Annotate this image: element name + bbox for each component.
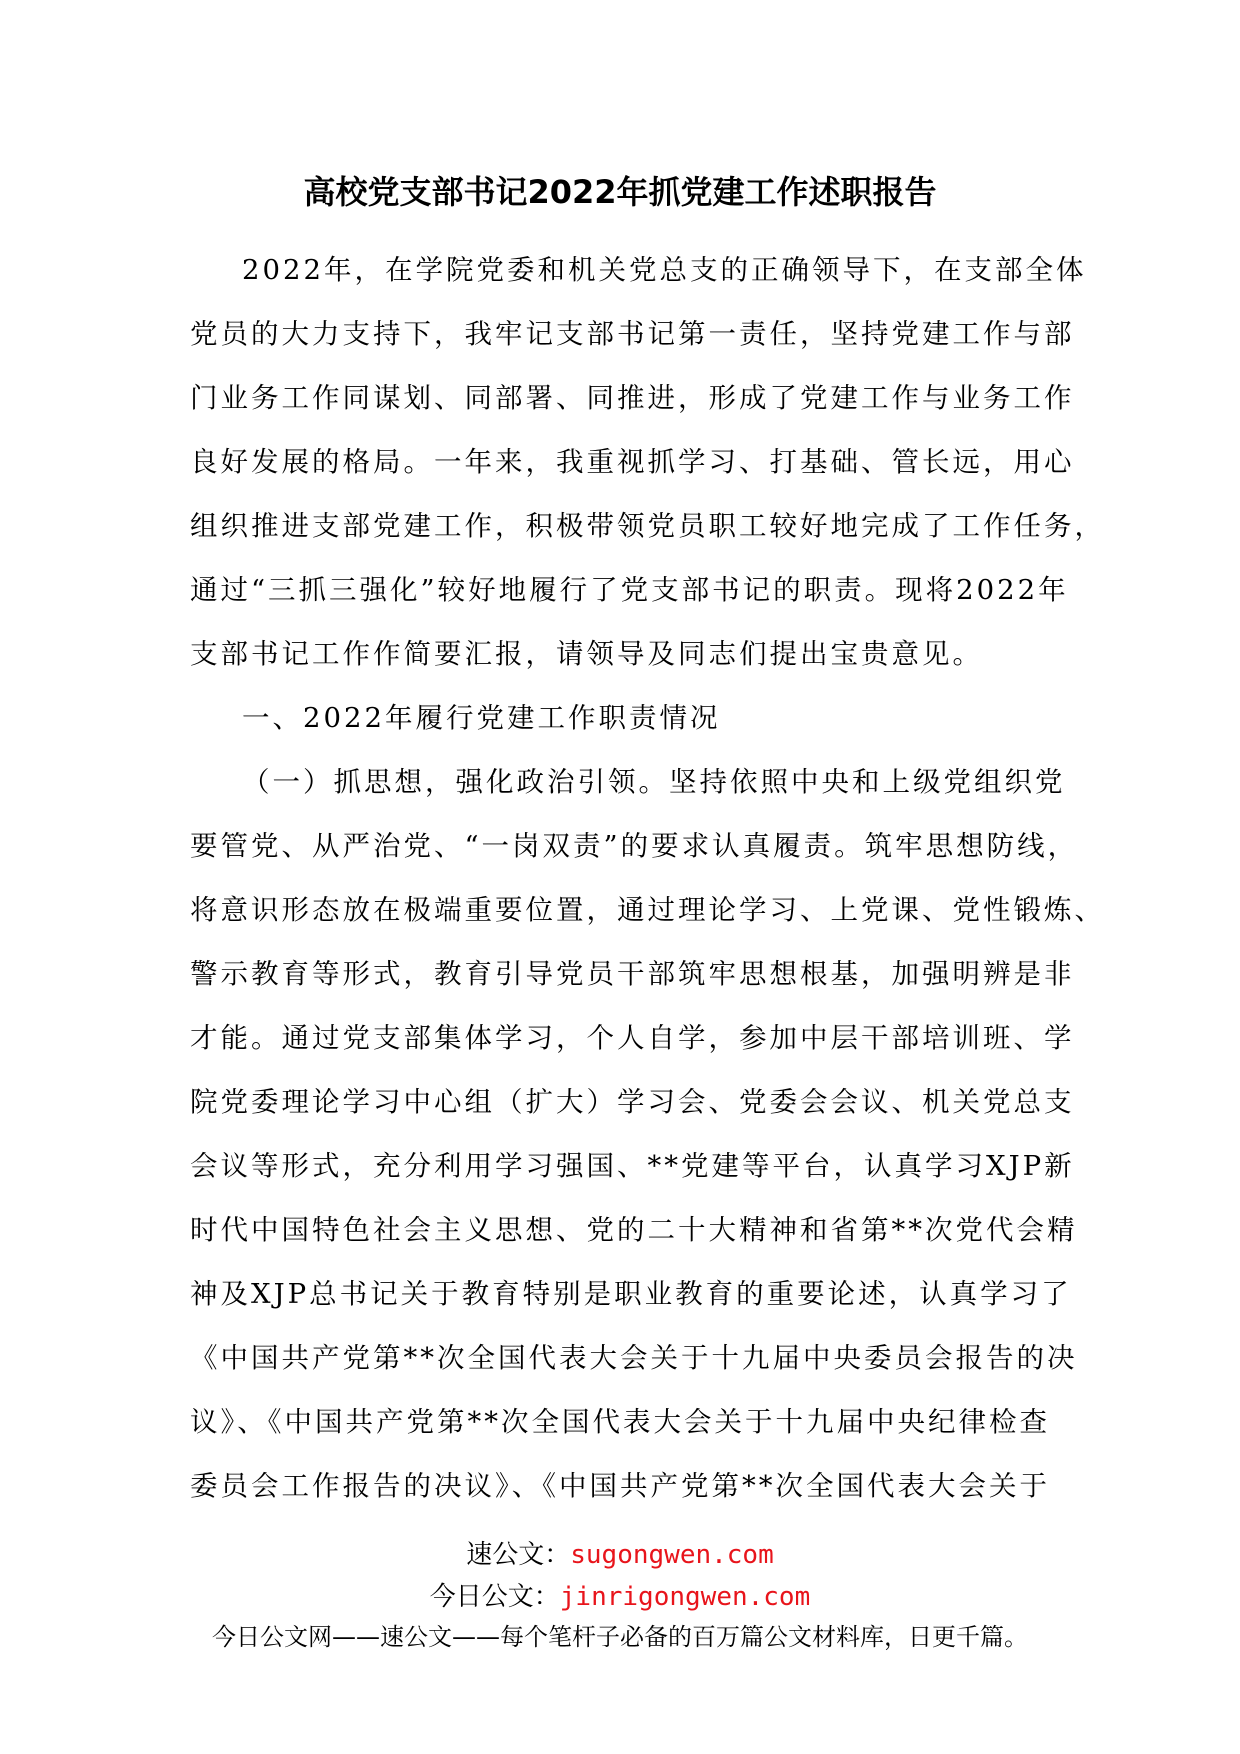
body-line: 支部书记工作作简要汇报，请领导及同志们提出宝贵意见。 <box>190 638 983 670</box>
document-body <box>190 238 1105 1518</box>
footer-sugongwen <box>0 1536 1240 1574</box>
footer-jinrigongwen-label: 今日公文： <box>429 1582 560 1612</box>
body-line: 组织推进支部党建工作，积极带领党员职工较好地完成了工作任务， <box>190 510 1105 542</box>
body-line: 通过“三抓三强化”较好地履行了党支部书记的职责。现将2022年 <box>190 574 1069 606</box>
body-line: 院党委理论学习中心组（扩大）学习会、党委会会议、机关党总支 <box>190 1086 1075 1118</box>
body-line: 《中国共产党第**次全国代表大会关于十九届中央委员会报告的决 <box>190 1342 1078 1374</box>
footer-jinrigongwen <box>0 1578 1240 1616</box>
footer-slogan: 今日公文网——速公文——每个笔杆子必备的百万篇公文材料库，日更千篇。 <box>212 1623 1028 1651</box>
body-line: 良好发展的格局。一年来，我重视抓学习、打基础、管长远，用心 <box>190 446 1075 478</box>
body-line: 议》、《中国共产党第**次全国代表大会关于十九届中央纪律检查 <box>190 1406 1050 1438</box>
body-line: 时代中国特色社会主义思想、党的二十大精神和省第**次党代会精 <box>190 1214 1078 1246</box>
body-line: 2022年，在学院党委和机关党总支的正确领导下，在支部全体 <box>242 254 1087 286</box>
body-line: 一、2022年履行党建工作职责情况 <box>242 702 721 734</box>
body-line: 神及XJP总书记关于教育特别是职业教育的重要论述，认真学习了 <box>190 1278 1072 1310</box>
body-line: 将意识形态放在极端重要位置，通过理论学习、上党课、党性锻炼、 <box>190 894 1105 926</box>
body-line: 才能。通过党支部集体学习，个人自学，参加中层干部培训班、学 <box>190 1022 1075 1054</box>
body-line: （一）抓思想，强化政治引领。坚持依照中央和上级党组织党 <box>242 766 1066 798</box>
footer-sugongwen-label: 速公文： <box>466 1540 571 1570</box>
jinrigongwen-link[interactable]: jinrigongwen.com <box>559 1582 811 1612</box>
body-line: 委员会工作报告的决议》、《中国共产党第**次全国代表大会关于 <box>190 1470 1050 1502</box>
body-line: 门业务工作同谋划、同部署、同推进，形成了党建工作与业务工作 <box>190 382 1075 414</box>
sugongwen-link[interactable]: sugongwen.com <box>570 1540 774 1570</box>
body-line: 会议等形式，充分利用学习强国、**党建等平台，认真学习XJP新 <box>190 1150 1075 1182</box>
footer-slogan-row <box>0 1620 1240 1654</box>
document-title: 高校党支部书记2022年抓党建工作述职报告 <box>303 173 937 211</box>
body-line: 党员的大力支持下，我牢记支部书记第一责任，坚持党建工作与部 <box>190 318 1075 350</box>
body-line: 警示教育等形式，教育引导党员干部筑牢思想根基，加强明辨是非 <box>190 958 1075 990</box>
body-line: 要管党、从严治党、“一岗双责”的要求认真履责。筑牢思想防线， <box>190 830 1079 862</box>
